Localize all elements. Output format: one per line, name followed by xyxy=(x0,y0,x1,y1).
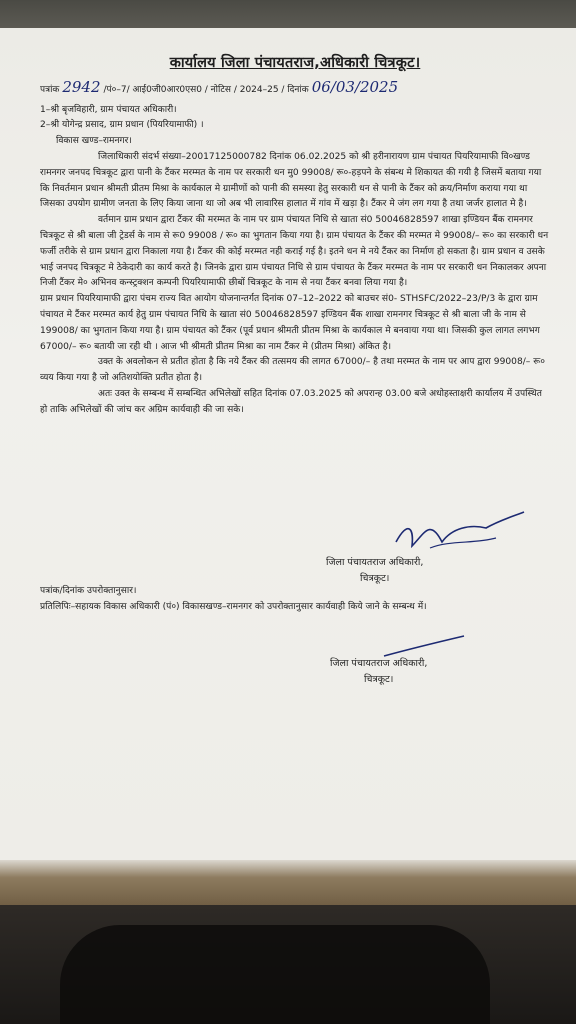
body-paragraph-5: अतः उक्त के सम्बन्ध में सम्बन्धित अभिलेखों सहित दिनांक 07.03.2025 को अपरान्ह 03.00 बजे अधोहस्ताक्षरी कार्यालय में उपस्थित हो ताकि अभिलेखों की जांच कर अग्रिम कार्यवाही की जा सके। xyxy=(40,388,542,415)
recipient-2: 2–श्री योगेन्द्र प्रसाद, ग्राम प्रधान (पियरियामाफी) । xyxy=(40,120,204,131)
recipient-block: विकास खण्ड–रामनगर। xyxy=(56,136,132,147)
body-paragraph-1: जिलाधिकारी संदर्भ संख्या–20017125000782 दिनांक 06.02.2025 को श्री हरीनारायण ग्राम पंचायत पियरियामाफी वि०खण्ड रामनगर जनपद चित्रकूट द्वारा पानी के टैंकर मरम्मत के नाम पर सरकारी धन मु0 99008/ रू०-हड़पने के संबन्ध मे शिकायत की गयी है जिसमें बताया गया कि निवर्तमान प्रधान श्रीमती प्रीतम मिश्रा के कार्यकाल मे ग्रामीणों को पानी की समस्या हेतु सरकारी धन से पानी के टैंकर को क्रय/निर्माण कराया गया था जिसका उपयोग ग्रामीण जनता के लिए किया जाना था जो अब भी लावारिस हालात में गांव में खड़ा है। टैंकर मे जंग लग गया है तथा जर्जर हालात मे है। xyxy=(40,151,542,210)
ref-label: पत्रांक xyxy=(40,84,60,95)
footer-ref-line: पत्रांक/दिनांक उपरोक्तानुसार। xyxy=(40,586,137,596)
ref-number-handwritten: 2942 xyxy=(62,77,101,96)
signature-1-place: चित्रकूट। xyxy=(359,573,390,584)
signature-1-title: जिला पंचायतराज अधिकारी, xyxy=(326,557,424,568)
body-paragraph-2: वर्तमान ग्राम प्रधान द्वारा टैंकर की मरम्मत के नाम पर ग्राम पंचायत निधि से खाता सं0 50046828597 शाखा इण्डियन बैंक रामनगर चित्रकूट से श्री बाला जी ट्रेडर्स के नाम से रू0 99008 / रू० का भुगतान किया गया है। ग्राम पंचायत के टैंकर की मरम्मत मे 99008/– रू० का सरकारी धन फर्जी तरीके से ग्राम प्रधान द्वारा निकाला गया है। टैंकर की कोई मरम्मत नही कराई गई है। इतने धन मे नये टैंकर का निर्माण हो सकता है। ग्राम प्रधान व उसके भाई जनपद चित्रकूट मे ठेकेदारी का कार्य करते है। जिनके द्वारा ग्राम पंचायत निधि से ग्राम पंचायत के टैंकर मरम्मत के नाम पर सरकारी धन निकालकर अपना निजी टैंकर मे० अभिनव कन्स्ट्रक्शन कम्पनी पियरियामाफी छीबों चित्रकूट के नाम से नया टैंकर बनवा लिया गया है। xyxy=(40,215,549,289)
reference-line xyxy=(40,77,550,99)
footer-copy-line: प्रतिलिपिः–सहायक विकास अधिकारी (पं०) विकासखण्ड–रामनगर को उपरोक्तानुसार कार्यवाही किये जाने के सम्बन्ध में। xyxy=(40,602,427,612)
signature-block-1 xyxy=(326,555,423,587)
ref-code: /पं०–7/ आई0जी0आर0एस0 / नोटिस / 2024–25 / दिनांक xyxy=(103,84,309,95)
signature-2-title: जिला पंचायतराज अधिकारी, xyxy=(330,658,428,669)
shadow-shape xyxy=(60,925,490,1024)
handwritten-signature-2-mark xyxy=(380,632,470,662)
handwritten-signature-1-mark xyxy=(390,498,530,558)
notice-letter xyxy=(0,28,576,860)
office-title: कार्यालय जिला पंचायतराज,अधिकारी चित्रकूट। xyxy=(169,55,421,71)
signature-2-place: चित्रकूट। xyxy=(363,674,394,685)
body-paragraph-3: ग्राम प्रधान पियरियामाफी द्वारा पंचम राज्य वित आयोग योजनान्तर्गत दिनांक 07–12–2022 को बाउचर सं0- STHSFC/2022–23/P/3 के द्वारा ग्राम पंचायत मे टैंकर मरम्मत कार्य हेतु ग्राम पंचायत निधि के खाता सं0 50046828597 इण्डियन बैंक शाखा रामनगर चित्रकूट से श्री बाला जी के नाम से 199008/ का भुगतान किया गया है। ग्राम पंचायत को टैंकर (पूर्व प्रधान श्रीमती प्रीतम मिश्रा के कार्यकाल मे बनवाया गया था। जिसकी कुल लागत लगभग 67000/– रू० बतायी जा रही थी । आज भी श्रीमती प्रीतम मिश्रा का नाम टैंकर मे (प्रीतम मिश्रा) अंकित है। xyxy=(40,294,540,352)
desk-edge xyxy=(0,860,576,910)
body-paragraph-4: उक्त के अवलोकन से प्रतीत होता है कि नये टैंकर की तत्समय की लागत 67000/– है तथा मरम्मत के नाम पर आप द्वारा 99008/– रू० व्यय किया गया है जो अतिशयोक्ति प्रतीत होता है। xyxy=(40,357,546,384)
date-handwritten: 06/03/2025 xyxy=(311,77,399,96)
background-top xyxy=(0,0,576,30)
recipient-1: 1–श्री बृजविहारी, ग्राम पंचायत अधिकारी। xyxy=(40,104,177,115)
